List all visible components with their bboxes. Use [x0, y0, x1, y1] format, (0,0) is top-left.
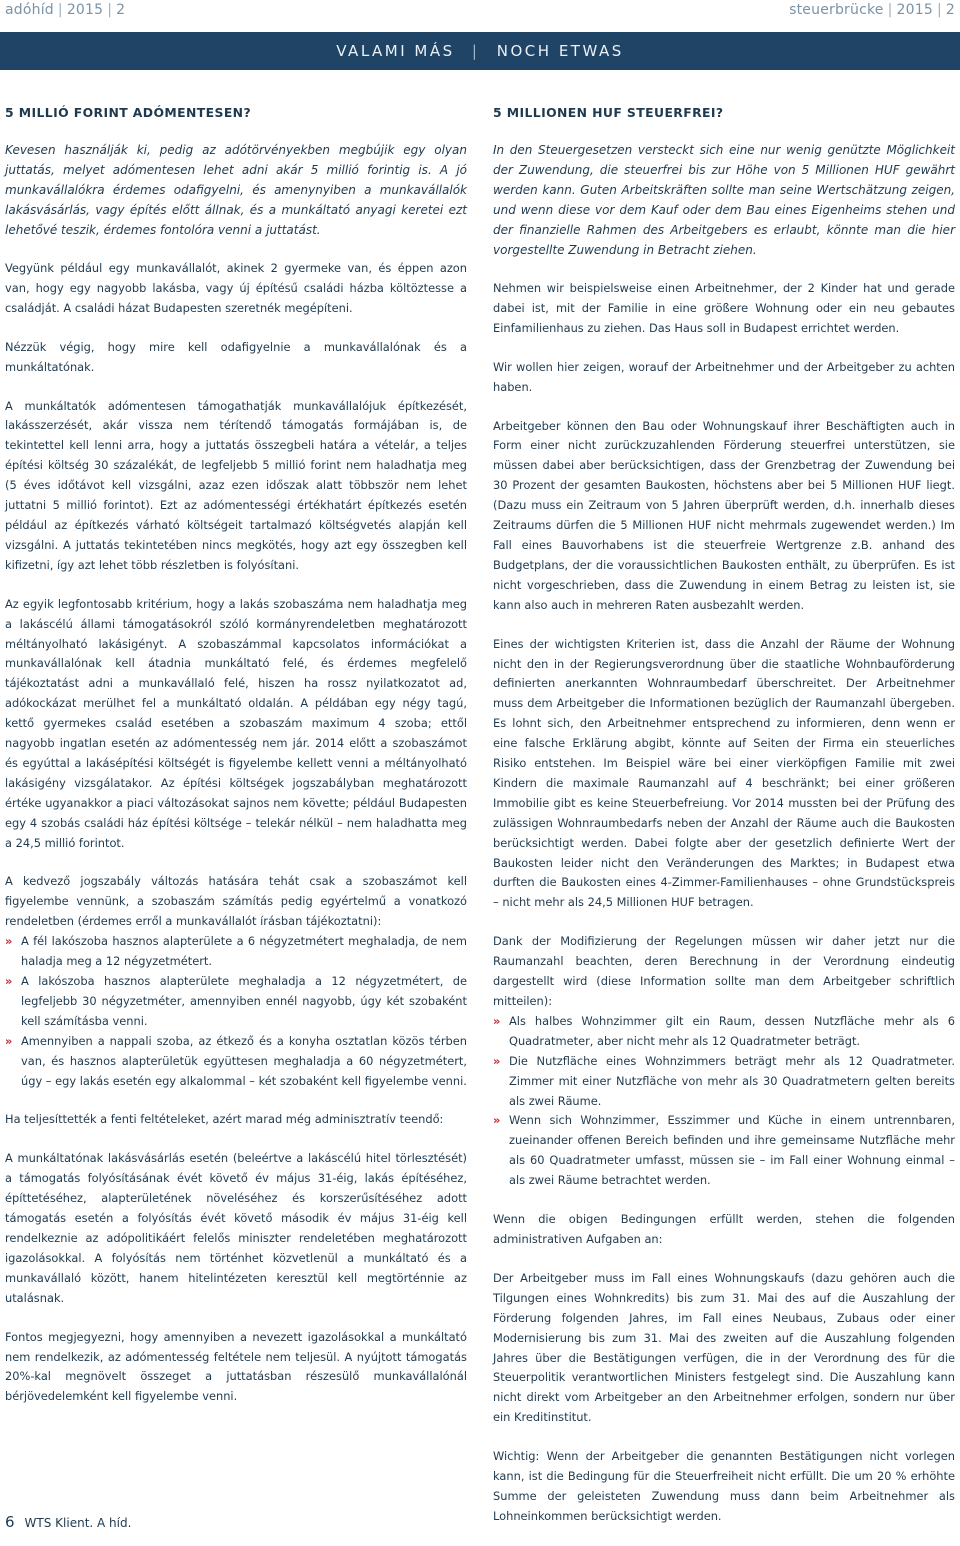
- paragraph-de: Wichtig: Wenn der Arbeitgeber die genannten Bestätigungen nicht vorlegen kann, ist die Bedingung für die Steuerfreiheit nicht erfüllt. Die um 20 % erhöhte Summe der geleisteten Zuwendung muss dann beim Arbeitnehmer als Lohneinkommen berücksichtigt werden.: [493, 1449, 955, 1523]
- header-right-issue: 2: [945, 2, 955, 18]
- bullet-marker-icon: »: [5, 934, 13, 949]
- header-left: adóhíd | 2015 | 2: [5, 2, 126, 18]
- article-title-hu: 5 MILLIÓ FORINT ADÓMENTESEN?: [5, 105, 252, 120]
- paragraph-de: Dank der Modifizierung der Regelungen müssen wir daher jetzt nur die Raumanzahl beachten, deren Berechnung in der Verordnung eindeutig dargestellt wird (diese Information sollte man dem Arbeitgeber schriftlich mitteilen):: [493, 934, 955, 1008]
- footer-brand: WTS Klient. A híd.: [24, 1516, 132, 1530]
- lead-paragraph-hu: Kevesen használják ki, pedig az adótörvényekben megbújik egy olyan juttatás, melyet adómentesen lehet adni akár 5 millió forintig is. A jó munkavállalókra érdemes odafigyelni, és amenynyiben a munkavállalók lakásvásárlás, vagy építés előtt állnak, és a munkáltató anyagi keretei ezt lehetővé teszik, érdemes fontolóra venni a juttatást.: [5, 143, 467, 237]
- list-item: » Wenn sich Wohnzimmer, Esszimmer und Küche in einem untrennbaren, zueinander offenen Bereich befinden und ihre gemeinsame Nutzfläche mehr als 60 Quadratmeter umfasst, müssen sie – im Fall einer Wohnung einmal – als zwei Räume betrachtet werden.: [493, 1113, 955, 1188]
- paragraph-hu: Nézzük végig, hogy mire kell odafigyelnie a munkavállalónak és a munkáltatónak.: [5, 339, 467, 374]
- header-left-year: 2015: [66, 2, 104, 18]
- bullet-list-de: [493, 1012, 955, 1191]
- bullet-list-hu: [5, 932, 467, 1091]
- bullet-marker-icon: »: [493, 1113, 501, 1128]
- page-number: 6: [5, 1513, 15, 1531]
- german-column: [493, 104, 955, 1546]
- header-right: steuerbrücke | 2015 | 2: [789, 2, 955, 18]
- bullet-marker-icon: »: [5, 974, 13, 988]
- list-item: » Amennyiben a nappali szoba, az étkező és a konyha osztatlan közös térben van, és hasznos alapterületük együttesen meghaladja a 60 négyzetmétert, úgy – egy lakás esetén egy alkalommal – két szobaként kell figyelembe venni.: [5, 1033, 467, 1088]
- paragraph-hu: Fontos megjegyezni, hogy amennyiben a nevezett igazolásokkal a munkáltató nem rendelkezik, az adómentesség feltétele nem teljesül. A nyújtott támogatás 20%-kal megnövelt összeget a juttatásban részesülő munkavállalónál bérjövedelemként kell figyelembe venni.: [5, 1329, 467, 1404]
- paragraph-hu: A munkáltatónak lakásvásárlás esetén (beleértve a lakáscélú hitel törlesztését) a támogatás folyósításának évét követő év május 31-éig, lakás építéséhez, építtetéséhez, alapterületének növeléséhez és korszerűsítéséhez adott támogatás esetén a folyósítás évét követő második év május 31-éig kell rendelkeznie az adópolitikáért felelős miniszter rendeletében meghatározott igazolásokkal. A folyósítás nem történhet közvetlenül a munkáltató és a munkavállaló között, hanem hitelintézeten keresztül kell megtörténnie az utalásnak.: [5, 1151, 467, 1305]
- paragraph-de: Arbeitgeber können den Bau oder Wohnungskauf ihrer Beschäftigten auch in Form einer nicht zurückzuzahlenden Förderung steuerfrei unterstützen, sie müssen dabei aber berücksichtigen, dass der Grenzbetrag der Zuwendung bei 30 Prozent der gesamten Baukosten, höchstens aber bei 5 Millionen HUF liegt. (Dazu muss ein Zeitraum von 5 Jahren überprüft werden, d.h. innerhalb dieses Zeitraums dürfen die 5 Millionen HUF nicht mehrmals zugewendet werden.) Im Fall eines Bauvorhabens ist die steuerfreie Wertgrenze z.B. anhand des Budgetplans, der die voraussichtlichen Baukosten enthält, zu überprüfen. Es ist nicht vorgeschrieben, dass die Zuwendung in einem Betrag zu leisten ist, sie kann also auch in mehreren Raten ausbezahlt werden.: [493, 418, 955, 612]
- paragraph-hu: A kedvező jogszabály változás hatására tehát csak a szobaszámot kell figyelembe vennünk, a szobaszám számítás pedig egyértelmű a vonatkozó rendeletben (érdemes erről a munkavállalót írásban tájékoztatni):: [5, 874, 467, 929]
- section-banner: VALAMI MÁS | NOCH ETWAS: [0, 32, 960, 70]
- header-right-year: 2015: [896, 2, 933, 18]
- list-item: » A fél lakószoba hasznos alapterülete a 6 négyzetmétert meghaladja, de nem haladja meg a 12 négyzetmétert.: [5, 934, 467, 969]
- bullet-marker-icon: »: [493, 1053, 501, 1068]
- paragraph-hu: A munkáltatók adómentesen támogathatják munkavállalójuk építkezését, lakásszerzését, akár vissza nem térítendő támogatás formájában is, de tekintettel kell lenni arra, hogy a juttatás összegbeli határa a vételár, a teljes építési költség 30 százalékát, de legfeljebb 5 millió forint nem haladhatja meg (5 éves időtávot kell vizsgálni, azaz ezen időszak alatt többször nem lehet juttatni 5 millió forintot). Ezt az adómentességi értékhatárt építkezés esetén például az építkezés várható költségeit tartalmazó költségvetés alapján kell vizsgálni. A juttatás tekintetében nincs megkötés, hogy azt egy összegben kell kifizetni, így azt lehet több részletben is folyósítani.: [5, 398, 467, 572]
- list-item: » A lakószoba hasznos alapterülete meghaladja a 12 négyzetmétert, de legfeljebb 30 négyzetméter, amennyiben ennél nagyobb, úgy két szobaként kell számításba venni.: [5, 974, 467, 1028]
- hungarian-column: [5, 104, 467, 1426]
- list-item: » Als halbes Wohnzimmer gilt ein Raum, dessen Nutzfläche mehr als 6 Quadratmeter, aber nicht mehr als 12 Quadratmeter beträgt.: [493, 1013, 955, 1048]
- list-item: » Die Nutzfläche eines Wohnzimmers beträgt mehr als 12 Quadratmeter. Zimmer mit einer Nutzfläche von mehr als 30 Quadratmetern gelten bereits als zwei Räume.: [493, 1053, 955, 1108]
- paragraph-hu: Az egyik legfontosabb kritérium, hogy a lakás szobaszáma nem haladhatja meg a lakáscélú állami támogatásokról szóló kormányrendeletben meghatározott méltányolható lakásigényt. A szobaszámmal kapcsolatos információkat a munkavállalónak kell átadnia munkáltató felé, és érdemes megfelelő tájékoztatást adni a munkavállaló felé, hiszen ha rossz nyilatkozatot ad, adókockázat merülhet fel a munkáltató oldalán. A példában egy négy tagú, kettő gyermekes család esetében a szobaszám maximum 4 szoba; ettől nagyobb ingatlan esetén az adómentesség nem jár. 2014 előtt a szobaszámot és egyúttal a lakásépítési költségét is figyelembe kellett venni a méltányolható lakásigény vizsgálatakor. Az építési költségek jogszabályban meghatározott értéke ugyanakkor a piaci változásokat sajnos nem követte; például Budapesten egy 4 szobás családi ház építési költsége – telekár nélkül – nem haladhatta meg a 24,5 millió forintot.: [5, 596, 467, 850]
- paragraph-hu: Ha teljesíttették a fenti feltételeket, azért marad még adminisztratív teendő:: [5, 1112, 444, 1127]
- article-title-de: 5 MILLIONEN HUF STEUERFREI?: [493, 105, 724, 120]
- paragraph-de: Eines der wichtigsten Kriterien ist, dass die Anzahl der Räume der Wohnung nicht den in der Regierungsverordnung über die staatliche Wohnbauförderung definierten anerkannten Wohnraumbedarf überschreitet. Der Arbeitnehmer muss dem Arbeitgeber die Informationen bezüglich der Raumanzahl übergeben. Es lohnt sich, den Arbeitnehmer entsprechend zu informieren, denn wenn er eine falsche Erklärung abgibt, könnte auf Seiten der Firma ein steuerliches Risiko entstehen. Im Beispiel wäre bei einer vierköpfigen Familie mit zwei Kindern die maximale Raumanzahl auf 4 beschränkt; bei einer größeren Immobilie gibt es keine Steuerbefreiung. Vor 2014 mussten bei der Prüfung des zulässigen Wohnraumbedarfs neben der Anzahl der Räume auch die Baukosten berücksichtigt werden. Dabei folgte aber der gesetzlich definierte Wert der Baukosten leider nicht den Veränderungen des Marktes; in Budapest etwa durften die Baukosten eines 4-Zimmer-Familienhauses – ohne Grundstückspreis – nicht mehr als 24,5 Millionen HUF betragen.: [493, 636, 955, 910]
- header-right-label: steuerbrücke: [789, 2, 884, 18]
- paragraph-hu: Vegyünk például egy munkavállalót, akinek 2 gyermeke van, és éppen azon van, hogy egy nagyobb lakásba, vagy új építésű családi házba költöztesse a családját. A családi házat Budapesten szeretnék megépíteni.: [5, 261, 467, 315]
- lead-paragraph-de: In den Steuergesetzen versteckt sich eine nur wenig genützte Möglichkeit der Zuwendung, die steuerfrei bis zur Höhe von 5 Millionen HUF gewährt werden kann. Guten Arbeitskräften sollte man seine Wertschätzung zeigen, und wenn diese vor dem Kauf oder dem Bau eines Eigenheims stehen und der finanzielle Rahmen des Arbeitgebers es erlaubt, könnte man die hier vorgestellte Zuwendung in Betracht ziehen.: [493, 143, 955, 257]
- paragraph-de: Wenn die obigen Bedingungen erfüllt werden, stehen die folgenden administrativen Aufgaben an:: [493, 1212, 955, 1246]
- header-left-issue: 2: [116, 2, 126, 18]
- banner-right-title: NOCH ETWAS: [496, 42, 624, 60]
- paragraph-de: Der Arbeitgeber muss im Fall eines Wohnungskaufs (dazu gehören auch die Tilgungen eines Wohnkredits) bis zum 31. Mai des auf die Auszahlung der Förderung folgenden Jahres, im Fall eines Neubaus, Zubaus oder einer Modernisierung bis zum 31. Mai des zweiten auf die Auszahlung folgenden Jahres über die Bestätigungen verfügen, die in der Verordnung des für die Steuerpolitik verantwortlichen Ministers festgelegt sind. Die Auszahlung kann nicht direkt vom Arbeitgeber an den Arbeitnehmer erfolgen, sondern nur über ein Kreditinstitut.: [493, 1270, 955, 1425]
- header-left-label: adóhíd: [5, 2, 54, 18]
- paragraph-de: Wir wollen hier zeigen, worauf der Arbeitnehmer und der Arbeitgeber zu achten haben.: [493, 359, 955, 394]
- bullet-marker-icon: »: [493, 1013, 501, 1028]
- paragraph-de: Nehmen wir beispielsweise einen Arbeitnehmer, der 2 Kinder hat und gerade dabei ist, mit der Familie in eine größere Wohnung oder ein neu gebautes Einfamilienhaus zu ziehen. Das Haus soll in Budapest errichtet werden.: [493, 281, 955, 335]
- bullet-marker-icon: »: [5, 1033, 13, 1048]
- page-footer: [5, 1513, 131, 1531]
- banner-left-title: VALAMI MÁS: [336, 42, 455, 60]
